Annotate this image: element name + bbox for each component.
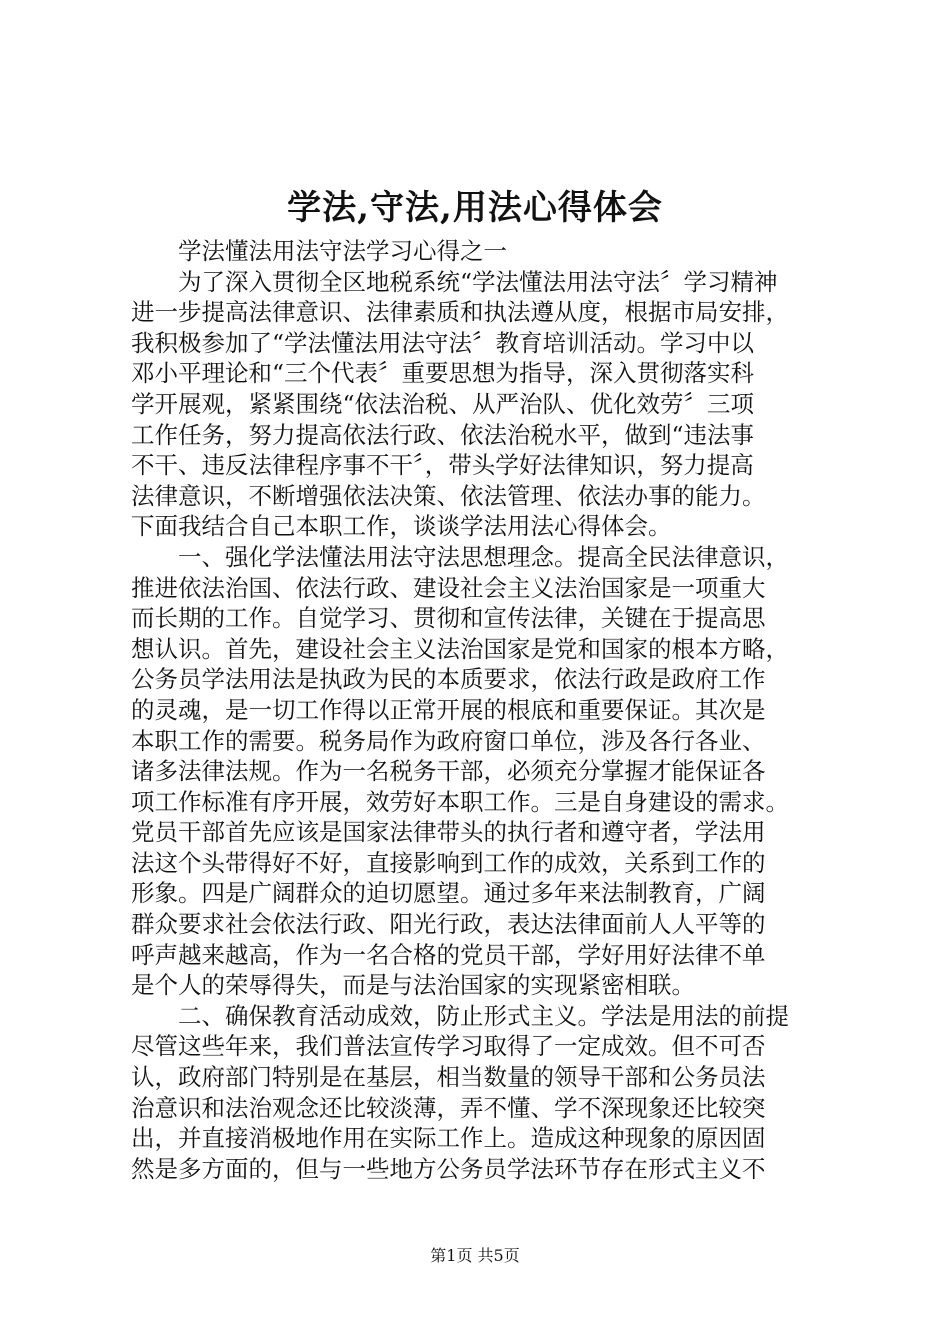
text-line: 呼声越来越高，作为一名合格的党员干部，学好用好法律不单 (131, 940, 766, 969)
text-line: 进一步提高法律意识、法律素质和执法遵从度，根据市局安排， (131, 298, 789, 327)
text-line: 是个人的荣辱得失，而是与法治国家的实现紧密相联。 (131, 971, 695, 1000)
text-line: 项工作标准有序开展，效劳好本职工作。三是自身建设的需求。 (131, 787, 789, 816)
text-line: 学开展观，紧紧围绕“依法治税、从严治队、优化效劳〞三项 (131, 389, 755, 418)
text-line: 邓小平理论和“三个代表〞重要思想为指导，深入贯彻落实科 (131, 359, 755, 388)
page-number-footer: 第1页 共5页 (430, 1246, 520, 1265)
text-line: 出，并直接消极地作用在实际工作上。造成这种现象的原因固 (131, 1124, 766, 1153)
text-line: 我积极参加了“学法懂法用法守法〞教育培训活动。学习中以 (131, 328, 755, 357)
text-line: 想认识。首先，建设社会主义法治国家是党和国家的根本方略， (131, 634, 789, 663)
text-line: 尽管这些年来，我们普法宣传学习取得了一定成效。但不可否 (131, 1032, 766, 1061)
text-line: 群众要求社会依法行政、阳光行政，表达法律面前人人平等的 (131, 910, 766, 939)
text-line: 党员干部首先应该是国家法律带头的执行者和遵守者，学法用 (131, 818, 766, 847)
text-line: 不干、违反法律程序事不干〞，带头学好法律知识，努力提高 (131, 451, 754, 480)
text-line: 法律意识，不断增强依法决策、依法管理、依法办事的能力。 (131, 481, 766, 510)
text-line: 一、强化学法懂法用法守法思想理念。提高全民法律意识， (178, 542, 789, 571)
text-line: 然是多方面的，但与一些地方公务员学法环节存在形式主义不 (131, 1154, 766, 1183)
text-line: 工作任务，努力提高依法行政、依法治税水平，做到“违法事 (131, 420, 755, 449)
text-line: 推进依法治国、依法行政、建设社会主义法治国家是一项重大 (131, 573, 766, 602)
text-line: 而长期的工作。自觉学习、贯彻和宣传法律，关键在于提高思 (131, 604, 766, 633)
text-line: 形象。四是广阔群众的迫切愿望。通过多年来法制教育，广阔 (131, 879, 766, 908)
document-body (131, 236, 831, 1184)
text-line: 公务员学法用法是执政为民的本质要求，依法行政是政府工作 (131, 665, 766, 694)
text-line: 法这个头带得好不好，直接影响到工作的成效，关系到工作的 (131, 848, 766, 877)
document-title: 学法,守法,用法心得体会 (287, 188, 663, 228)
text-line: 认，政府部门特别是在基层，相当数量的领导干部和公务员法 (131, 1063, 766, 1092)
text-line: 的灵魂，是一切工作得以正常开展的根底和重要保证。其次是 (131, 695, 766, 724)
text-line: 二、确保教育活动成效，防止形式主义。学法是用法的前提 (178, 1001, 789, 1030)
text-line: 为了深入贯彻全区地税系统“学法懂法用法守法〞学习精神 (178, 267, 778, 296)
text-line: 治意识和法治观念还比较淡薄，弄不懂、学不深现象还比较突 (131, 1093, 766, 1122)
text-line: 本职工作的需要。税务局作为政府窗口单位，涉及各行各业、 (131, 726, 766, 755)
text-line: 诸多法律法规。作为一名税务干部，必须充分掌握才能保证各 (131, 757, 766, 786)
text-line: 下面我结合自己本职工作，谈谈学法用法心得体会。 (131, 512, 672, 541)
text-line: 学法懂法用法守法学习心得之一 (178, 237, 507, 265)
